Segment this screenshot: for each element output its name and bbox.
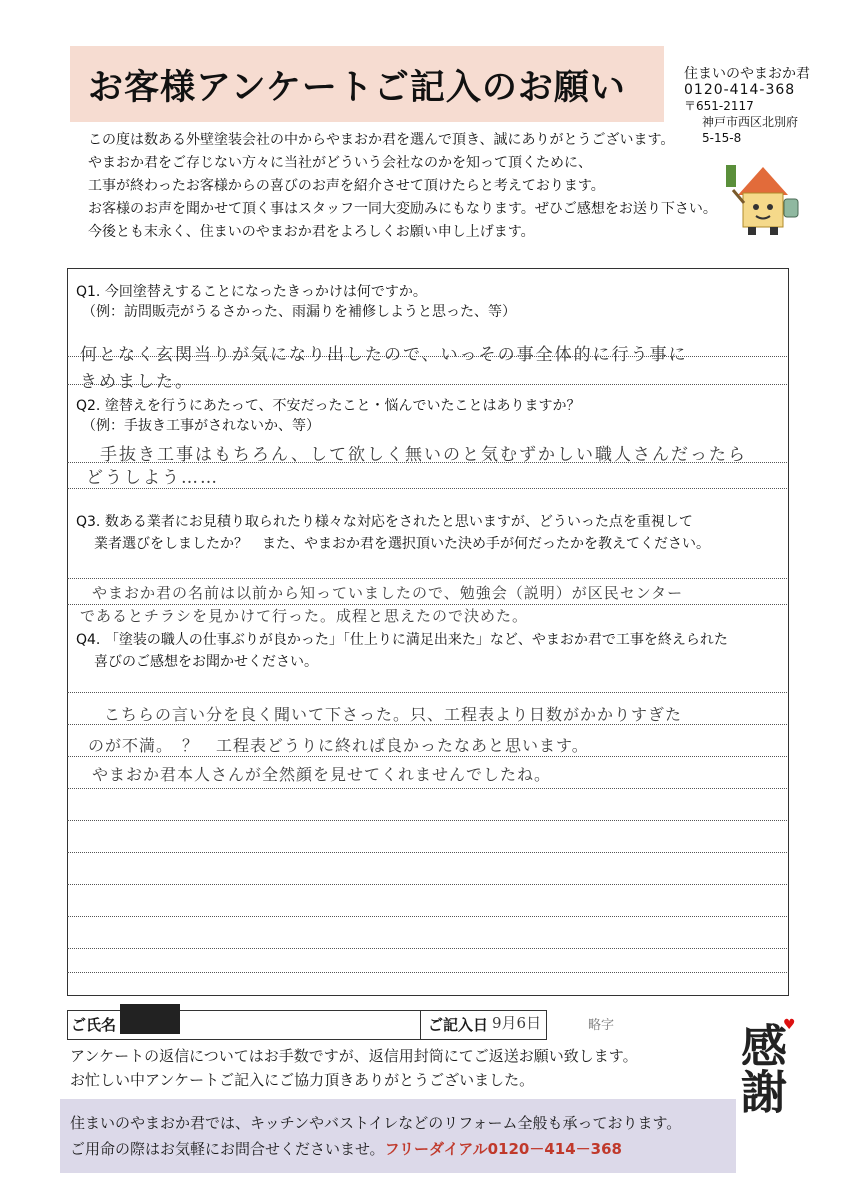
- answer-1-line-2: きめました。: [80, 372, 194, 392]
- heart-icon: ♥: [783, 1017, 796, 1033]
- intro-line: 工事が終わったお客様からの喜びのお声を紹介させて頂けたらと考えております。: [88, 178, 605, 194]
- company-name: 住まいのやまおか君: [684, 66, 810, 82]
- answer-line: [67, 948, 787, 949]
- company-phone: 0120-414-368: [684, 82, 796, 98]
- question-4: Q4. 「塗装の職人の仕事ぶりが良かった」「仕上りに満足出来た」など、やまおか君で工事を終えられた: [76, 632, 728, 648]
- divider: [420, 1010, 421, 1040]
- footer-text: [70, 1044, 638, 1092]
- intro-line: やまおか君をご存じない方々に当社がどういう会社なのかを知って頂くために、: [88, 155, 592, 171]
- footer-line: お忙しい中アンケートご記入にご協力頂きありがとうございました。: [70, 1071, 535, 1089]
- intro-line: お客様のお声を聞かせて頂く事はスタッフ一同大変励みにもなります。ぜひご感想をお送り下さい。: [88, 201, 717, 217]
- kansha-calligraphy: 感謝: [734, 1022, 788, 1114]
- date-value: 9月6日: [492, 1014, 542, 1032]
- free-dial-number: フリーダイアル0120－414－368: [384, 1140, 622, 1158]
- answer-line: [67, 820, 787, 821]
- name-label: ご氏名: [71, 1016, 117, 1034]
- notice-line-2-text: ご用命の際はお気軽にお問合せくださいませ。: [70, 1140, 385, 1158]
- answer-line: [67, 972, 787, 973]
- company-postal: 〒651-2117: [684, 99, 754, 113]
- intro-line: 今後とも末永く、住まいのやまおか君をよろしくお願い申し上げます。: [88, 224, 535, 240]
- answer-4-line-1: こちらの言い分を良く聞いて下さった。只、工程表より日数がかかりすぎた: [104, 705, 683, 724]
- redacted-name: [120, 1004, 180, 1034]
- answer-3-line-1: やまおか君の名前は以前から知っていましたので、勉強会（説明）が区民センター: [92, 584, 684, 602]
- answer-line: [67, 884, 787, 885]
- notice-line-1: 住まいのやまおか君では、キッチンやバストイレなどのリフォーム全般も承っております。: [70, 1114, 682, 1132]
- answer-line: [67, 578, 787, 579]
- intro-text: [88, 129, 717, 244]
- company-address-1: 神戸市西区北別府: [702, 115, 799, 129]
- date-label: ご記入日: [428, 1016, 489, 1034]
- answer-4-line-2: のが不満。 ？ 工程表どうりに終れば良かったなあと思います。: [88, 736, 589, 755]
- question-2-example: （例：手抜き工事がされないか、等）: [82, 418, 320, 434]
- answer-1-line-1: 何となく玄関当りが気になり出したので、いっその事全体的に行う事に: [80, 345, 688, 365]
- question-2: Q2. 塗替えを行うにあたって、不安だったこと・悩んでいたことはありますか？: [76, 398, 581, 414]
- footer-line: アンケートの返信についてはお手数ですが、返信用封筒にてご返送お願い致します。: [70, 1047, 638, 1065]
- company-address-2: 5-15-8: [702, 131, 742, 145]
- answer-line: [67, 916, 787, 917]
- question-4-line-2: 喜びのご感想をお聞かせください。: [94, 654, 318, 670]
- answer-2-line-2: どうしよう……: [86, 468, 219, 488]
- answer-line: [67, 756, 787, 757]
- question-3: Q3. 数ある業者にお見積り取られたり様々な対応をされたと思いますが、どういった点を重視して: [76, 514, 693, 530]
- answer-3-line-2: であるとチラシを見かけて行った。成程と思えたので決めた。: [80, 607, 529, 625]
- question-1-example: （例：訪問販売がうるさかった、雨漏りを補修しようと思った、等）: [82, 304, 516, 320]
- answer-line: [67, 488, 787, 489]
- answer-2-line-1: 手抜き工事はもちろん、して欲しく無いのと気むずかしい職人さんだったら: [100, 445, 748, 465]
- answer-line: [67, 788, 787, 789]
- answer-line: [67, 852, 787, 853]
- mascot-icon: [718, 155, 808, 240]
- intro-line: この度は数ある外壁塗装会社の中からやまおか君を選んで頂き、誠にありがとうございます。: [88, 132, 675, 148]
- notice-line-2: [70, 1136, 681, 1162]
- question-3-line-2: 業者選びをしましたか？ また、やまおか君を選択頂いた決め手が何だったかを教えてください。: [94, 536, 710, 552]
- page-title: お客様アンケートご記入のお願い: [88, 68, 626, 108]
- question-1: Q1. 今回塗替えすることになったきっかけは何ですか。: [76, 284, 427, 300]
- answer-line: [67, 692, 787, 693]
- answer-4-line-3: やまおか君本人さんが全然顔を見せてくれませんでしたね。: [92, 765, 552, 784]
- notice-text: [70, 1110, 681, 1162]
- side-note: 略字: [588, 1018, 615, 1033]
